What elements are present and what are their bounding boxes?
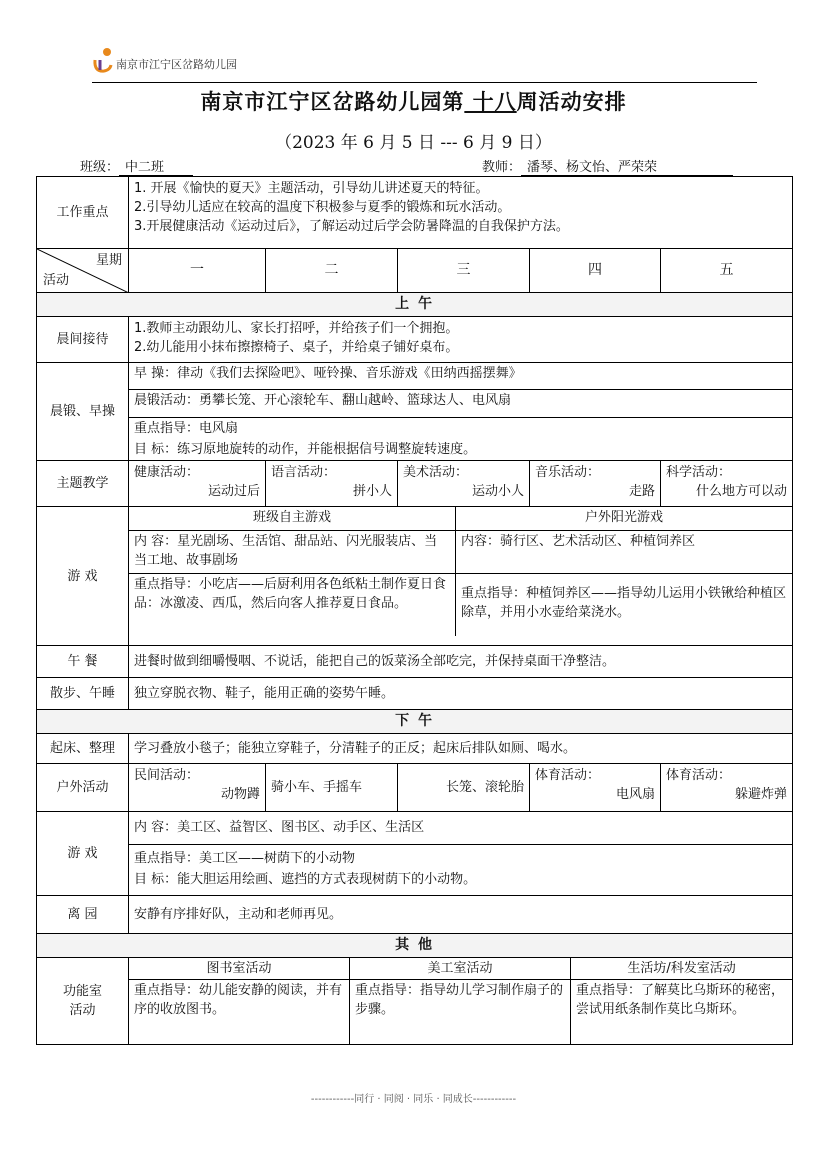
theme-health: 健康活动： 运动过后 — [129, 461, 266, 507]
focus-content: 1. 开展《愉快的夏天》主题活动，引导幼儿讲述夏天的特征。 2.引导幼儿适应在较高的温度下积极参与夏季的锻炼和玩水活动。 3.开展健康活动《运动过后》，了解运动过后学会防暑降温的自我保护方法。 — [129, 177, 793, 249]
rooms-row — [37, 958, 793, 1045]
science-room-title: 生活坊/科发室活动 — [571, 958, 792, 980]
exercise-row — [37, 363, 793, 461]
lunch-row — [37, 646, 793, 678]
reception-content: 1.教师主动跟幼儿、家长打招呼，并给孩子们一个拥抱。 2.幼儿能用小抹布擦擦椅子、桌子，并给桌子铺好桌布。 — [129, 317, 793, 363]
pm-games-row — [37, 812, 793, 896]
date-range: （2023 年 6 月 5 日 --- 6 月 9 日） — [275, 133, 552, 153]
rooms-content — [129, 958, 793, 1045]
theme-art: 美术活动： 运动小人 — [398, 461, 530, 507]
theme-row — [37, 461, 793, 507]
theme-music: 音乐活动： 走路 — [530, 461, 661, 507]
games-content: 班级自主游戏 户外阳光游戏 内 容：星光剧场、生活馆、甜品站、闪光服装店、当当工地、故事剧场 内容：骑行区、艺术活动区、种植饲养区 重点指导：小吃店——后厨利用各色纸粘土制作夏日食品：冰激凌、西瓜，然后向客人推荐夏日食品。 重点指导：种植饲养区——指导幼儿运用小铁锹给种植区除草，并用小水壶给菜浇水。 — [129, 507, 793, 646]
teacher-value: 潘琴、杨文怡、严荣荣 — [521, 156, 733, 176]
week-activity-corner: 星期 活动 — [37, 249, 129, 293]
nap-row — [37, 678, 793, 710]
games-label: 游 戏 — [37, 507, 129, 646]
header-divider — [92, 82, 757, 83]
focus-row — [37, 177, 793, 249]
outdoor-row — [37, 764, 793, 812]
class-games-title: 班级自主游戏 — [129, 507, 456, 531]
nap-label: 散步、午睡 — [37, 678, 129, 710]
logo-text: 南京市江宁区岔路幼儿园 — [116, 58, 237, 71]
leave-row — [37, 896, 793, 934]
outdoor-sport2: 体育活动： 躲避炸弹 — [661, 764, 793, 812]
rooms-label: 功能室 活动 — [37, 958, 129, 1045]
lunch-label: 午 餐 — [37, 646, 129, 678]
reception-label: 晨间接待 — [37, 317, 129, 363]
class-info: 班级： 中二班 — [80, 156, 193, 176]
nap-content: 独立穿脱衣物、鞋子，能用正确的姿势午睡。 — [129, 678, 793, 710]
theme-science: 科学活动： 什么地方可以动 — [661, 461, 793, 507]
art-room-title: 美工室活动 — [350, 958, 571, 980]
reception-row — [37, 317, 793, 363]
wake-content: 学习叠放小毯子；能独立穿鞋子，分清鞋子的正反；起床后排队如厕、喝水。 — [129, 734, 793, 764]
lunch-content: 进餐时做到细嚼慢咽、不说话，能把自己的饭菜汤全部吃完，并保持桌面干净整洁。 — [129, 646, 793, 678]
outdoor-label: 户外活动 — [37, 764, 129, 812]
games-row — [37, 507, 793, 646]
page-footer: ------------同行 · 同阅 · 同乐 · 同成长------------ — [310, 1094, 517, 1105]
exercise-content: 早 操：律动《我们去探险吧》、哑铃操、音乐游戏《田纳西摇摆舞》 晨锻活动：勇攀长笼、开心滚轮车、翻山越岭、篮球达人、电风扇 重点指导：电风扇 目 标：练习原地旋转的动作，并能根据信号调整旋转速度。 — [129, 363, 793, 461]
schedule-table — [36, 176, 793, 1045]
day-fri: 五 — [661, 249, 793, 293]
outdoor-bike: 骑小车、手摇车 — [266, 764, 398, 812]
day-header-row — [37, 249, 793, 293]
outdoor-folk: 民间活动： 动物蹲 — [129, 764, 266, 812]
class-value: 中二班 — [119, 156, 193, 176]
day-wed: 三 — [398, 249, 530, 293]
wake-label: 起床、整理 — [37, 734, 129, 764]
library-title: 图书室活动 — [129, 958, 350, 980]
day-tue: 二 — [266, 249, 398, 293]
page-title: 南京市江宁区岔路幼儿园第 十八周活动安排 — [200, 89, 627, 114]
exercise-label: 晨锻、早操 — [37, 363, 129, 461]
section-afternoon: 下 午 — [37, 710, 793, 734]
section-other: 其 他 — [37, 934, 793, 958]
art-room-content: 重点指导：指导幼儿学习制作扇子的步骤。 — [350, 980, 571, 1044]
logo-icon — [92, 46, 114, 74]
outdoor-sport1: 体育活动： 电风扇 — [530, 764, 661, 812]
teacher-info: 教师： 潘琴、杨文怡、严荣荣 — [482, 156, 733, 176]
wake-row — [37, 734, 793, 764]
pm-games-label: 游 戏 — [37, 812, 129, 896]
day-mon: 一 — [129, 249, 266, 293]
pm-games-content: 内 容：美工区、益智区、图书区、动手区、生活区 重点指导：美工区——树荫下的小动物 目 标：能大胆运用绘画、遮挡的方式表现树荫下的小动物。 — [129, 812, 793, 896]
week-number: 十八 — [464, 89, 517, 114]
school-logo — [92, 46, 237, 74]
section-morning: 上 午 — [37, 293, 793, 317]
focus-label: 工作重点 — [37, 177, 129, 249]
leave-label: 离 园 — [37, 896, 129, 934]
outdoor-cage: 长笼、滚轮胎 — [398, 764, 530, 812]
science-room-content: 重点指导：了解莫比乌斯环的秘密，尝试用纸条制作莫比乌斯环。 — [576, 983, 785, 1017]
theme-label: 主题教学 — [37, 461, 129, 507]
library-content: 重点指导：幼儿能安静的阅读，并有序的收放图书。 — [129, 980, 350, 1044]
leave-content: 安静有序排好队，主动和老师再见。 — [129, 896, 793, 934]
day-thu: 四 — [530, 249, 661, 293]
outdoor-games-title: 户外阳光游戏 — [456, 507, 792, 531]
theme-language: 语言活动： 拼小人 — [266, 461, 398, 507]
